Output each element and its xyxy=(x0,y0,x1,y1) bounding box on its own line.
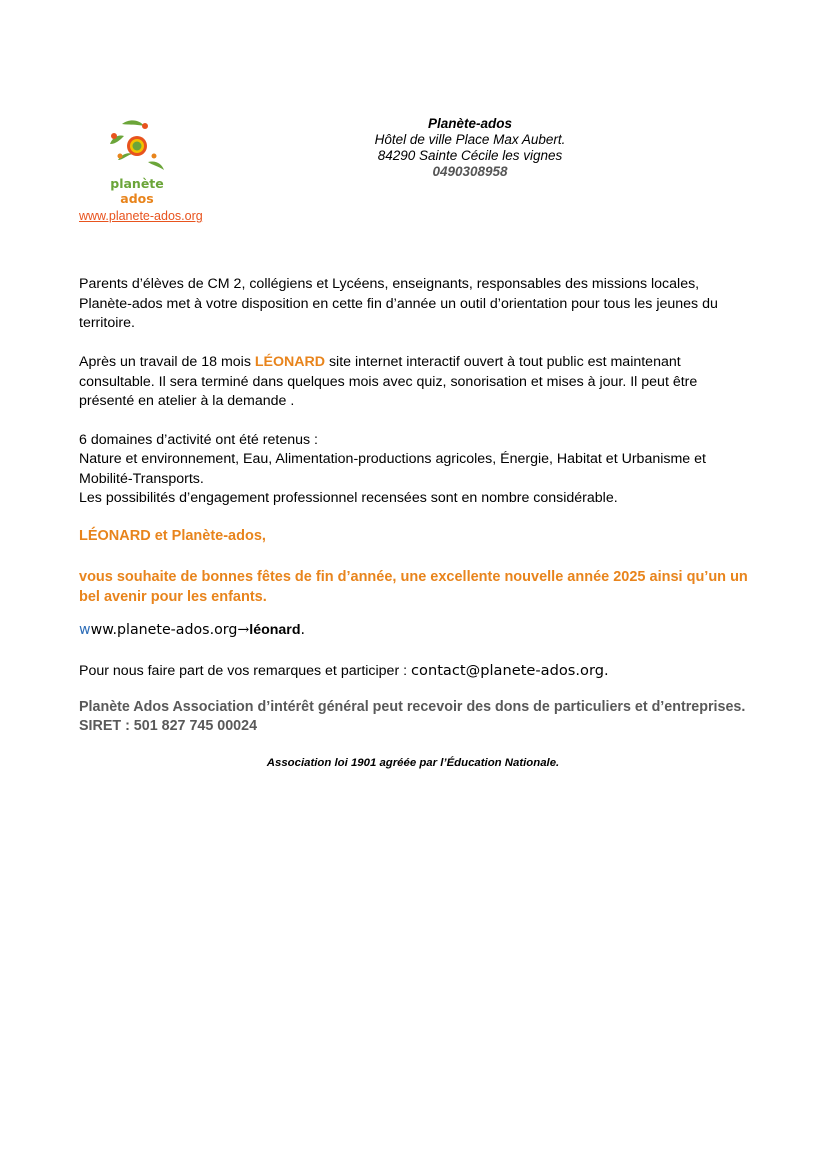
logo-figure-icon xyxy=(104,114,170,174)
paragraph-leonard: Après un travail de 18 mois LÉONARD site internet interactif ouvert à tout public est maintenant consultable. Il sera terminé dans quelques mois avec quiz, sonorisation et mises à jour. Il peut être présenté en atelier à la demande . xyxy=(79,354,698,409)
leonard-url-line[interactable]: www.planete-ados.org→léonard. xyxy=(79,622,306,638)
phone-number: 0490308958 xyxy=(432,164,508,179)
address-line-2: 84290 Sainte Cécile les vignes xyxy=(377,148,563,163)
organization-header xyxy=(340,116,600,180)
contact-email[interactable]: contact@planete-ados.org xyxy=(411,661,604,679)
contact-line: Pour nous faire part de vos remarques et participer : contact@planete-ados.org. xyxy=(79,661,609,679)
leonard-highlight: LÉONARD xyxy=(254,354,326,370)
planete-ados-logo xyxy=(94,114,180,206)
arrow-icon: → xyxy=(237,622,250,638)
logo-text: planète ados xyxy=(110,176,164,206)
website-link[interactable]: www.planete-ados.org xyxy=(79,209,203,223)
donation-info: Planète Ados Association d’intérêt général peut recevoir des dons de particuliers et d’entreprises. SIRET : 501 827 745 00024 xyxy=(79,699,746,734)
letter-body xyxy=(79,275,749,736)
wishes-paragraph: vous souhaite de bonnes fêtes de fin d’année, une excellente nouvelle année 2025 ainsi qu’un un bel avenir pour les enfants. xyxy=(79,569,748,605)
paragraph-intro: Parents d’élèves de CM 2, collégiens et Lycéens, enseignants, responsables des missions locales, Planète-ados met à votre disposition en cette fin d’année un outil d’orientation pour tous les jeunes du territoire. xyxy=(79,276,718,331)
org-name: Planète-ados xyxy=(427,116,513,131)
greeting-line: LÉONARD et Planète-ados, xyxy=(79,527,266,544)
footer-note: Association loi 1901 agréée par l’Éducation Nationale. xyxy=(266,757,560,769)
address-line-1: Hôtel de ville Place Max Aubert. xyxy=(374,132,566,147)
siret-number: SIRET : 501 827 745 00024 xyxy=(79,718,258,734)
paragraph-domains: 6 domaines d’activité ont été retenus : Nature et environnement, Eau, Alimentation-productions agricoles, Énergie, Habitat et Urbanisme et Mobilité-Transports. Les possibilités d’engagement professionnel recensées sont en nombre considérable. xyxy=(79,431,706,506)
